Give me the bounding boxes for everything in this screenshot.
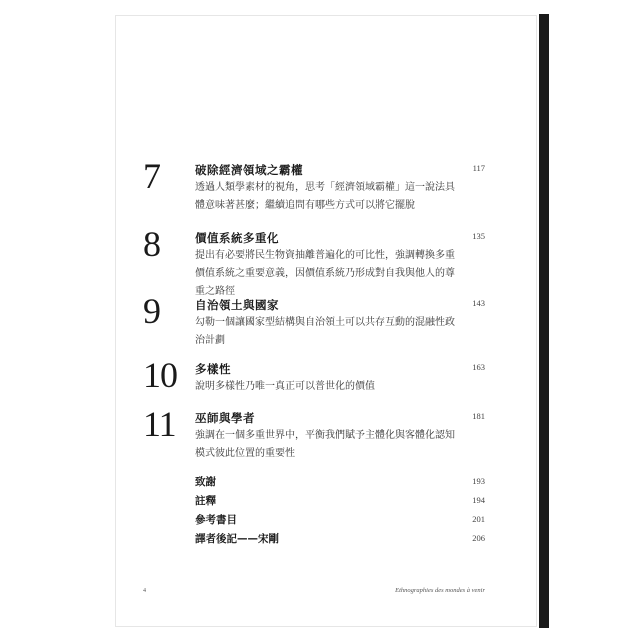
back-matter-label: 致謝: [195, 476, 216, 488]
chapter-number: 11: [143, 404, 176, 444]
back-matter-page-number: 194: [472, 495, 485, 505]
back-matter-notes[interactable]: [195, 493, 485, 512]
chapter-title: 自治領土與國家: [195, 298, 279, 312]
back-matter-page-number: 206: [472, 533, 485, 543]
chapter-page-number: 135: [472, 231, 485, 241]
back-matter-translator-afterword[interactable]: [195, 531, 485, 550]
chapter-number: 7: [143, 156, 160, 196]
back-matter-acknowledgements[interactable]: [195, 474, 485, 493]
chapter-number: 9: [143, 291, 160, 331]
chapter-description: 提出有必要將民生物資抽離普遍化的可比性，強調轉換多重價值系統之重要意義，因價值系統乃形成對自我與他人的尊重之路徑: [195, 250, 455, 297]
chapter-title: 價值系統多重化: [195, 231, 279, 245]
chapter-title: 巫師與學者: [195, 411, 255, 425]
chapter-description: 透過人類學素材的視角，思考「經濟領域霸權」這一說法具體意味著甚麼；繼續追問有哪些方式可以將它擺脫: [195, 182, 455, 211]
chapter-number: 10: [143, 355, 177, 395]
chapter-description: 強調在一個多重世界中，平衡我們賦予主體化與客體化認知模式彼此位置的重要性: [195, 430, 455, 459]
footer-page-number: 4: [143, 588, 146, 594]
page-edge-shadow: [539, 14, 549, 628]
footer-book-title: Ethnographies des mondes à venir: [395, 587, 485, 594]
back-matter-label: 參考書目: [195, 514, 237, 526]
chapter-number: 8: [143, 224, 160, 264]
back-matter-bibliography[interactable]: [195, 512, 485, 531]
chapter-page-number: 143: [472, 298, 485, 308]
back-matter-list: [195, 474, 485, 550]
chapter-description: 說明多樣性乃唯一真正可以普世化的價值: [195, 381, 375, 392]
back-matter-label: 註釋: [195, 495, 216, 507]
chapter-page-number: 117: [472, 163, 485, 173]
chapter-page-number: 181: [472, 411, 485, 421]
chapter-title: 多樣性: [195, 362, 231, 376]
back-matter-page-number: 201: [472, 514, 485, 524]
chapter-title: 破除經濟領域之霸權: [195, 163, 303, 177]
back-matter-page-number: 193: [472, 476, 485, 486]
chapter-page-number: 163: [472, 362, 485, 372]
back-matter-label: 譯者後記——宋剛: [195, 533, 279, 545]
chapter-description: 勾勒一個讓國家型結構與自治領土可以共存互動的混融性政治計劃: [195, 317, 455, 346]
